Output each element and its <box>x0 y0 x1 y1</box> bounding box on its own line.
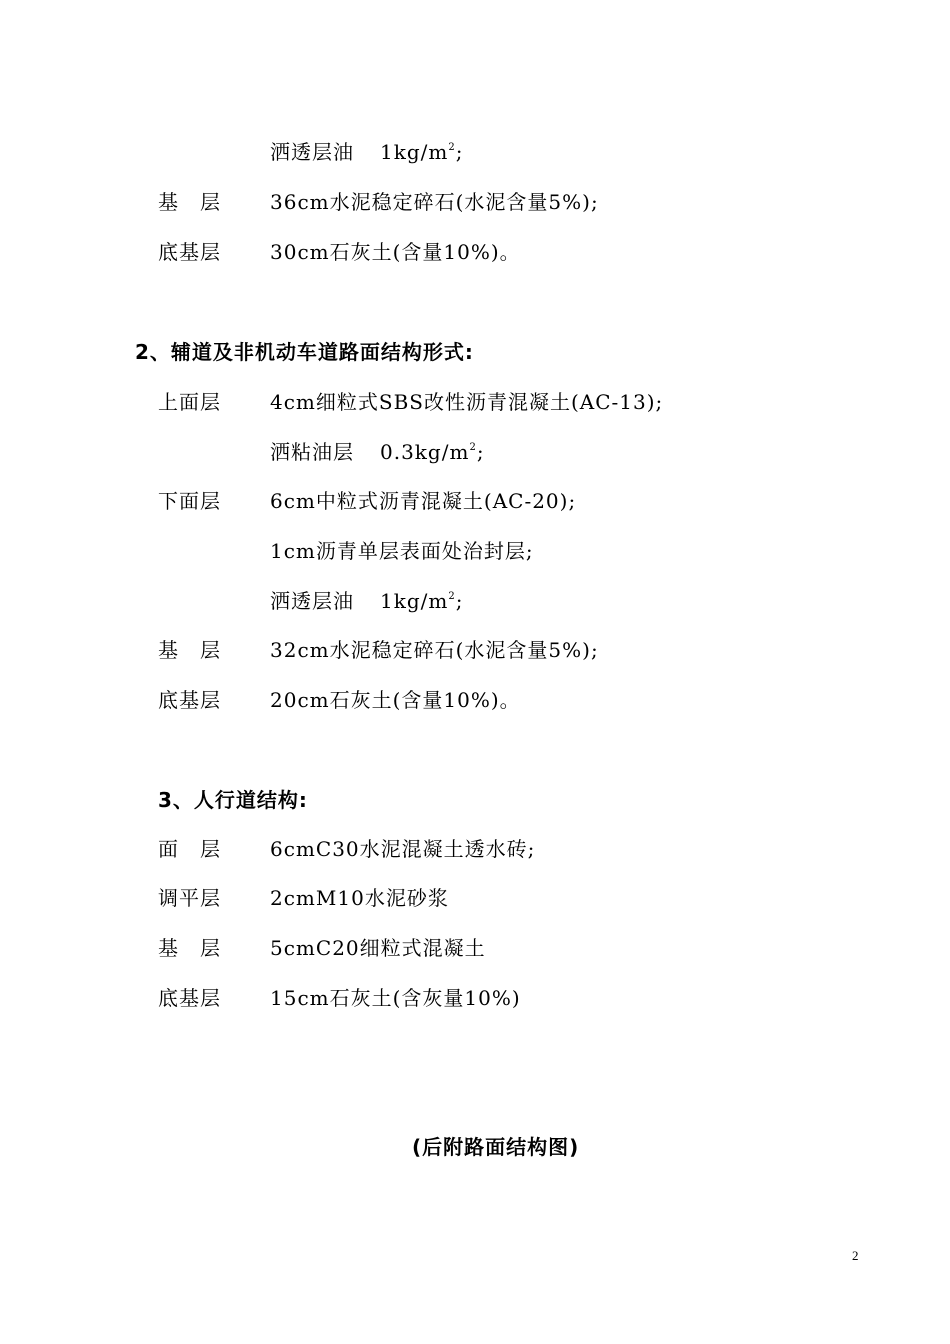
spec-superscript: 2 <box>469 442 477 453</box>
spec-value-surface-3: 6cmC30水泥混凝土透水砖; <box>270 837 536 861</box>
spec-label-subbase-2: 底基层 <box>158 688 221 712</box>
spec-label-leveling: 调平层 <box>158 886 221 910</box>
spec-superscript: 2 <box>448 142 456 153</box>
spec-value: 洒透层油 <box>270 589 354 613</box>
spec-row-tack-coat <box>270 438 485 466</box>
spec-row-prime-coat-2 <box>270 587 463 615</box>
spec-value-upper-surface: 4cm细粒式SBS改性沥青混凝土(AC-13); <box>270 390 664 414</box>
spec-superscript: 2 <box>448 591 456 602</box>
spec-value-subbase-3: 15cm石灰土(含灰量10%) <box>270 986 521 1010</box>
spec-label-surface-3: 面 层 <box>158 837 221 861</box>
spec-amount: 1kg/m <box>380 589 449 613</box>
spec-value-base-1: 36cm水泥稳定碎石(水泥含量5%); <box>270 190 599 214</box>
spec-amount: 1kg/m <box>380 140 449 164</box>
spec-label-base-1: 基 层 <box>158 190 221 214</box>
spec-label-upper-surface: 上面层 <box>158 390 221 414</box>
spec-value-lower-surface: 6cm中粒式沥青混凝土(AC-20); <box>270 489 577 513</box>
spec-tail: ; <box>476 440 485 464</box>
spec-value: 洒粘油层 <box>270 440 354 464</box>
spec-value-subbase-1: 30cm石灰土(含量10%)。 <box>270 240 521 264</box>
spec-label-base-3: 基 层 <box>158 936 221 960</box>
spec-tail: ; <box>455 589 464 613</box>
spec-value: 洒透层油 <box>270 140 354 164</box>
section2-heading: 2、辅道及非机动车道路面结构形式: <box>135 340 474 364</box>
page-number: 2 <box>852 1248 859 1263</box>
spec-value-subbase-2: 20cm石灰土(含量10%)。 <box>270 688 521 712</box>
appendix-note: (后附路面结构图) <box>412 1135 580 1159</box>
spec-label-base-2: 基 层 <box>158 638 221 662</box>
spec-label-subbase-1: 底基层 <box>158 240 221 264</box>
spec-tail: ; <box>455 140 464 164</box>
spec-amount: 0.3kg/m <box>380 440 470 464</box>
spec-label-lower-surface: 下面层 <box>158 489 221 513</box>
spec-row-prime-coat-1 <box>270 138 463 166</box>
spec-value-base-2: 32cm水泥稳定碎石(水泥含量5%); <box>270 638 599 662</box>
spec-value-leveling: 2cmM10水泥砂浆 <box>270 886 449 910</box>
spec-label-subbase-3: 底基层 <box>158 986 221 1010</box>
section3-heading: 3、人行道结构: <box>158 788 308 812</box>
spec-value-seal-coat: 1cm沥青单层表面处治封层; <box>270 539 534 563</box>
spec-value-base-3: 5cmC20细粒式混凝土 <box>270 936 486 960</box>
